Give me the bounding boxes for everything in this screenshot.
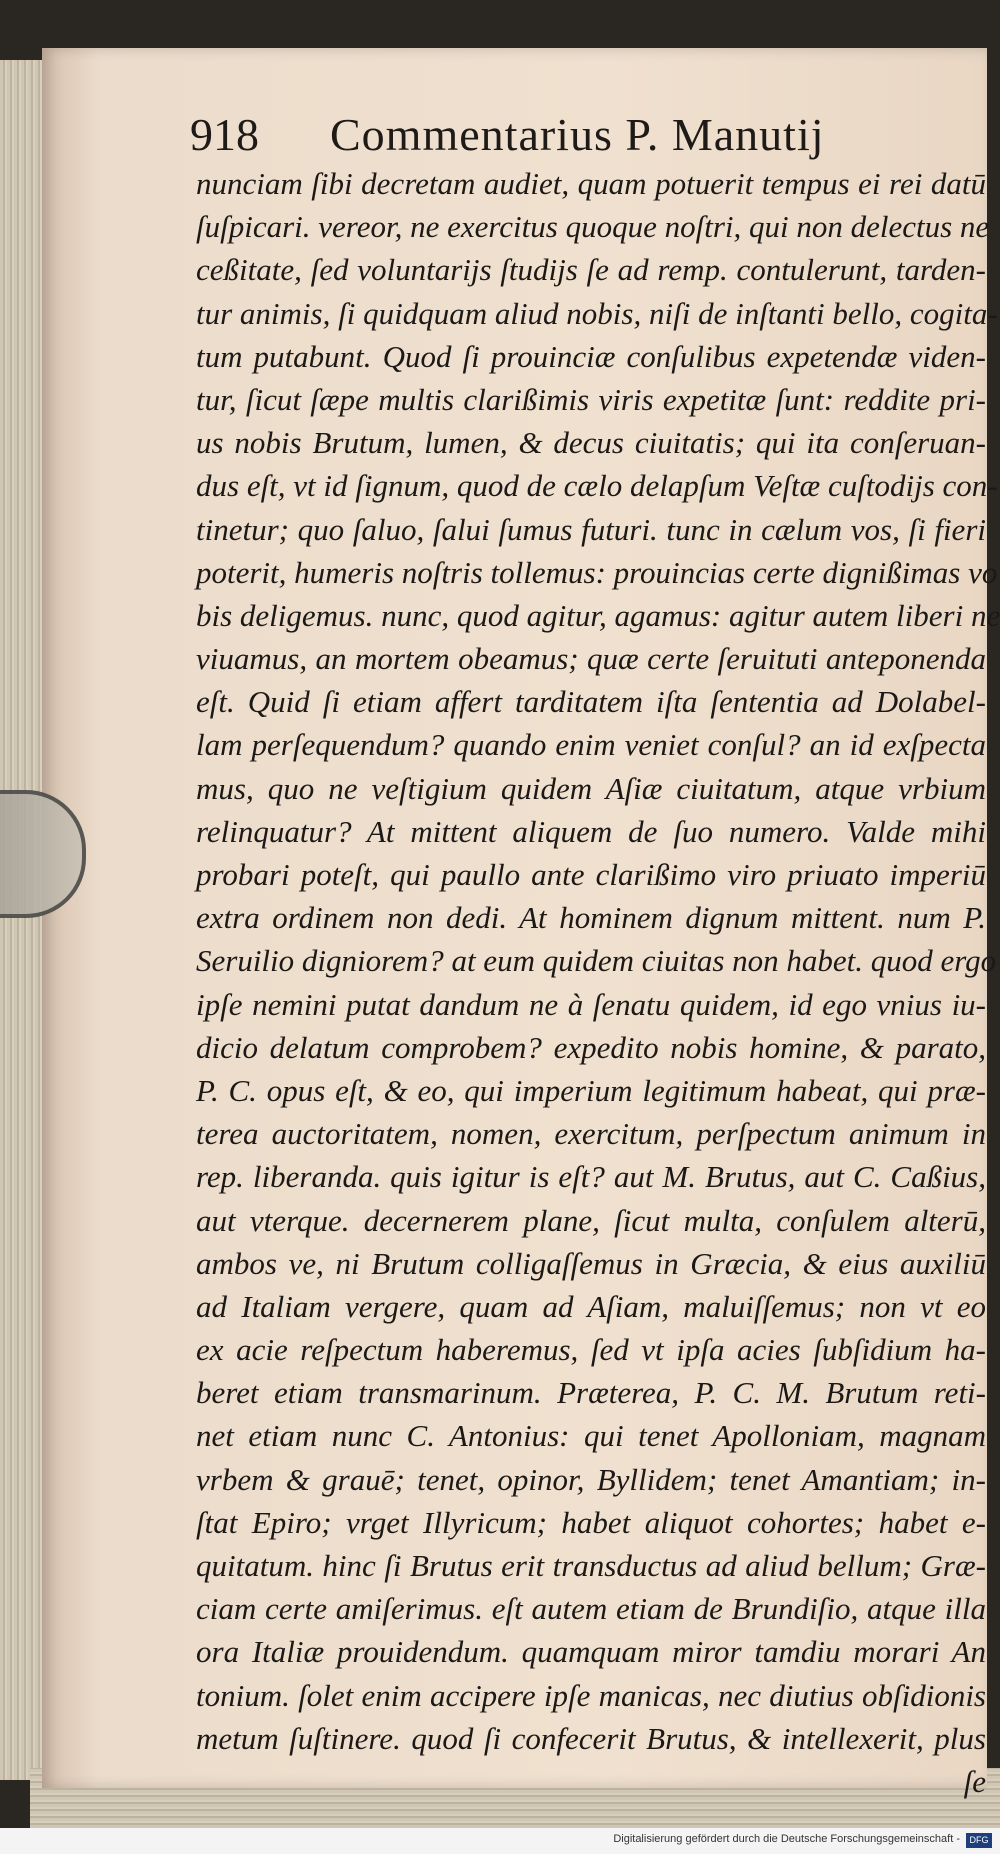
text-line: extra ordinem non dedi. At hominem dignum mittent. num P. (196, 900, 986, 936)
text-line: viuamus, an mortem obeamus; quæ certe ſeruituti anteponenda (196, 641, 986, 677)
text-line: tonium. ſolet enim accipere ipſe manicas, nec diutius obſidionis (196, 1677, 986, 1713)
text-line: ſtat Epiro; vrget Illyricum; habet aliquot cohortes; habet e- (196, 1504, 986, 1540)
text-line: dicio delatum comprobem? expedito nobis homine, & parato, (196, 1029, 986, 1065)
text-line: rep. liberanda. quis igitur is eſt? aut M. Brutus, aut C. Caßius, (196, 1159, 986, 1195)
text-line: aut vterque. decernerem plane, ſicut multa, conſulem alterū, (196, 1202, 986, 1238)
text-line: ambos ve, ni Brutum colligaſſemus in Græcia, & eius auxiliū (196, 1245, 986, 1281)
digitization-footer (0, 1828, 1000, 1854)
text-line: quitatum. hinc ſi Brutus erit transductus ad aliud bellum; Græ- (196, 1548, 986, 1583)
text-line: relinquatur? At mittent aliquem de ſuo numero. Valde mihi (196, 813, 986, 849)
text-line: ceßitate, ſed voluntarijs ſtudijs ſe ad remp. contulerunt, tarden- (196, 252, 986, 288)
text-line: us nobis Brutum, lumen, & decus ciuitatis; qui ita conſeruan- (196, 425, 986, 461)
text-line: ex acie reſpectum haberemus, ſed vt ipſa acies ſubſidium ha- (196, 1332, 986, 1368)
text-line: ipſe nemini putat dandum ne à ſenatu quidem, id ego vnius iu- (196, 986, 986, 1022)
text-line: net etiam nunc C. Antonius: qui tenet Apolloniam, magnam (196, 1418, 986, 1454)
text-line: tur animis, ſi quidquam aliud nobis, niſi de inſtanti bello, cogita- (196, 295, 998, 331)
text-line: metum ſuſtinere. quod ſi confecerit Brutus, & intellexerit, plus (196, 1720, 986, 1756)
body-text (196, 162, 1000, 1803)
text-line: bis deligemus. nunc, quod agitur, agamus: agitur autem liberi ne (196, 597, 1000, 633)
text-line: ad Italiam vergere, quam ad Aſiam, maluiſſemus; non vt eo (196, 1288, 986, 1324)
text-line: beret etiam transmarinum. Præterea, P. C. M. Brutum reti- (196, 1375, 986, 1411)
text-line: lam perſequendum? quando enim veniet conſul? an id exſpecta (196, 727, 986, 763)
text-line: vrbem & grauē; tenet, opinor, Byllidem; tenet Amantiam; in- (196, 1461, 986, 1497)
page-number: 918 (190, 109, 259, 160)
text-line: ſe (963, 1763, 986, 1799)
text-line: eſt. Quid ſi etiam affert tarditatem iſta ſententia ad Dolabel- (196, 684, 986, 720)
book-page-edges-left (0, 60, 48, 1780)
page-header (190, 108, 930, 158)
text-line: ciam certe amiſerimus. eſt autem etiam de Brundiſio, atque illa (196, 1591, 986, 1627)
text-line: Seruilio digniorem? at eum quidem ciuitas non habet. quod ergo (196, 943, 997, 979)
text-line: P. C. opus eſt, & eo, qui imperium legitimum habeat, qui præ- (196, 1072, 986, 1108)
footer-credit: Digitalisierung gefördert durch die Deutsche Forschungsgemeinschaft - (613, 1833, 960, 1845)
text-line: tinetur; quo ſaluo, ſalui ſumus futuri. tunc in cælum vos, ſi fieri (196, 511, 986, 547)
text-line: tur, ſicut ſæpe multis clarißimis viris expetitæ ſunt: reddite pri- (196, 381, 986, 417)
text-line: ſuſpicari. vereor, ne exercitus quoque noſtri, qui non delectus ne (196, 209, 990, 245)
text-line: ora Italiæ prouidendum. quamquam miror tamdiu morari An (196, 1634, 986, 1670)
dfg-logo: DFG (966, 1833, 992, 1848)
text-line: mus, quo ne veſtigium quidem Aſiæ ciuitatum, atque vrbium (196, 770, 986, 806)
running-title: Commentarius P. Manutij (330, 109, 825, 160)
text-line: tum putabunt. Quod ſi prouinciæ conſulibus expetendæ viden- (196, 338, 986, 374)
text-line: probari poteſt, qui paullo ante clarißimo viro priuato imperiū (196, 857, 986, 892)
text-line: nunciam ſibi decretam audiet, quam potuerit tempus ei rei datū (196, 166, 986, 201)
text-line: poterit, humeris noſtris tollemus: prouincias certe dignißimas vo (196, 554, 998, 590)
text-line: dus eſt, vt id ſignum, quod de cælo delapſum Veſtæ cuſtodijs con- (196, 468, 998, 504)
text-line: terea auctoritatem, nomen, exercitum, perſpectum animum in (196, 1116, 986, 1152)
